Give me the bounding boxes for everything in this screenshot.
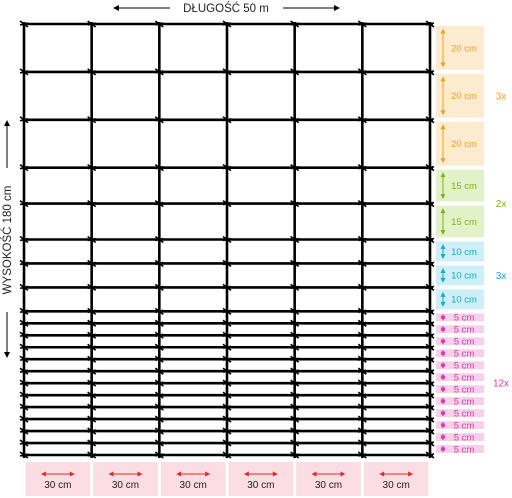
height-label: WYSOKOŚĆ 180 cm bbox=[2, 185, 14, 295]
spacing-label: 15 cm bbox=[451, 180, 477, 192]
spacing-label: 10 cm bbox=[451, 246, 477, 258]
group-count-label: 2x bbox=[495, 199, 507, 211]
spacing-label: 5 cm bbox=[453, 432, 475, 444]
spacing-label: 15 cm bbox=[451, 216, 477, 228]
height-dimension bbox=[1, 120, 14, 358]
spacing-label: 10 cm bbox=[451, 270, 477, 282]
spacing-label: 5 cm bbox=[453, 384, 475, 396]
vertical-spacing-labels bbox=[436, 26, 484, 455]
spacing-label: 5 cm bbox=[453, 336, 475, 348]
column-spacing-label: 30 cm bbox=[44, 480, 72, 491]
spacing-label: 5 cm bbox=[453, 348, 475, 360]
spacing-label: 5 cm bbox=[453, 312, 475, 324]
column-spacing-label: 30 cm bbox=[314, 480, 343, 491]
group-count-label: 3x bbox=[495, 270, 507, 282]
spacing-label: 20 cm bbox=[451, 139, 477, 151]
length-arrow-right-head bbox=[334, 5, 340, 11]
spacing-label: 5 cm bbox=[453, 444, 475, 456]
wire-mesh bbox=[20, 21, 434, 458]
spacing-label: 5 cm bbox=[453, 420, 475, 432]
spacing-label: 5 cm bbox=[453, 396, 475, 408]
spacing-label: 5 cm bbox=[453, 408, 475, 420]
horizontal-spacing-labels bbox=[26, 462, 429, 496]
spacing-label: 5 cm bbox=[453, 360, 475, 372]
group-count-labels bbox=[493, 91, 509, 389]
column-spacing-label: 30 cm bbox=[179, 480, 207, 491]
group-count-label: 12x bbox=[492, 378, 510, 390]
length-arrow-left-head bbox=[113, 5, 119, 11]
spacing-label: 5 cm bbox=[453, 324, 475, 336]
length-label: DŁUGOŚĆ 50 m bbox=[183, 3, 269, 15]
spacing-label: 20 cm bbox=[451, 91, 477, 103]
length-dimension bbox=[113, 2, 340, 15]
spacing-label: 20 cm bbox=[451, 43, 477, 55]
height-arrow-bottom-head bbox=[4, 352, 10, 358]
group-count-label: 3x bbox=[495, 91, 507, 103]
height-arrow-top-head bbox=[4, 120, 10, 126]
column-spacing-label: 30 cm bbox=[247, 480, 275, 491]
column-spacing-label: 30 cm bbox=[111, 480, 140, 491]
spacing-label: 5 cm bbox=[453, 372, 475, 384]
column-spacing-label: 30 cm bbox=[382, 480, 410, 491]
spacing-label: 10 cm bbox=[451, 294, 477, 306]
